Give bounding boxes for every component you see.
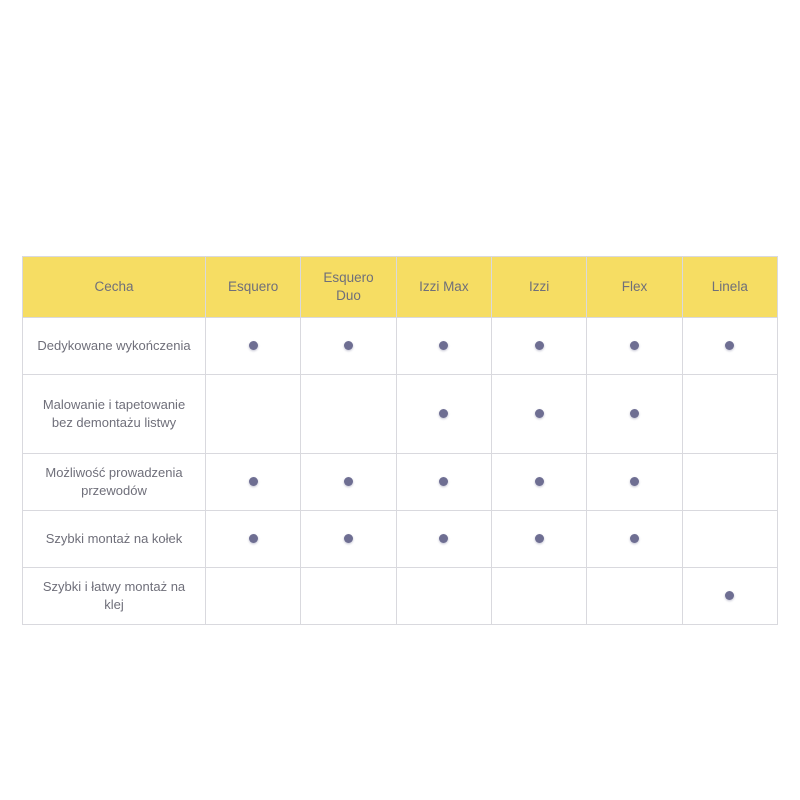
column-header-linela: Linela [682, 257, 777, 318]
column-header-flex: Flex [587, 257, 682, 318]
cell-izzi-max [396, 454, 491, 511]
feature-label: Dedykowane wykończenia [23, 318, 206, 375]
cell-izzi [491, 375, 586, 454]
column-header-cecha: Cecha [23, 257, 206, 318]
check-dot-icon [630, 409, 639, 418]
check-dot-icon [249, 477, 258, 486]
cell-esquero [206, 568, 301, 625]
cell-esquero [206, 454, 301, 511]
cell-flex [587, 318, 682, 375]
table-row [23, 568, 778, 625]
cell-esquero-duo [301, 454, 396, 511]
comparison-table-container [22, 256, 778, 625]
cell-izzi [491, 318, 586, 375]
check-dot-icon [630, 534, 639, 543]
cell-izzi-max [396, 318, 491, 375]
cell-linela [682, 318, 777, 375]
feature-label: Szybki i łatwy montaż na klej [23, 568, 206, 625]
table-body [23, 318, 778, 625]
table-row [23, 454, 778, 511]
feature-label: Możliwość prowadzenia przewodów [23, 454, 206, 511]
check-dot-icon [344, 477, 353, 486]
check-dot-icon [725, 591, 734, 600]
cell-flex [587, 375, 682, 454]
check-dot-icon [249, 534, 258, 543]
cell-esquero-duo [301, 568, 396, 625]
cell-izzi [491, 454, 586, 511]
check-dot-icon [630, 341, 639, 350]
cell-esquero [206, 318, 301, 375]
feature-label: Szybki montaż na kołek [23, 511, 206, 568]
column-header-esquero: Esquero [206, 257, 301, 318]
column-header-esquero-duo [301, 257, 396, 318]
check-dot-icon [344, 341, 353, 350]
cell-izzi [491, 511, 586, 568]
check-dot-icon [535, 409, 544, 418]
check-dot-icon [535, 477, 544, 486]
cell-izzi-max [396, 511, 491, 568]
cell-esquero [206, 375, 301, 454]
column-header-izzi: Izzi [491, 257, 586, 318]
cell-esquero-duo [301, 318, 396, 375]
cell-esquero-duo [301, 375, 396, 454]
check-dot-icon [439, 477, 448, 486]
table-header [23, 257, 778, 318]
cell-izzi-max [396, 375, 491, 454]
check-dot-icon [439, 409, 448, 418]
cell-linela [682, 375, 777, 454]
cell-flex [587, 454, 682, 511]
table-row [23, 375, 778, 454]
check-dot-icon [725, 341, 734, 350]
table-header-row [23, 257, 778, 318]
product-comparison-table [22, 256, 778, 625]
cell-linela [682, 454, 777, 511]
column-header-izzi-max: Izzi Max [396, 257, 491, 318]
cell-izzi-max [396, 568, 491, 625]
cell-linela [682, 511, 777, 568]
check-dot-icon [439, 341, 448, 350]
cell-esquero-duo [301, 511, 396, 568]
column-header-esquero-duo-line1: Esquero [323, 269, 374, 285]
check-dot-icon [344, 534, 353, 543]
cell-linela [682, 568, 777, 625]
table-row [23, 318, 778, 375]
cell-flex [587, 568, 682, 625]
check-dot-icon [249, 341, 258, 350]
check-dot-icon [535, 341, 544, 350]
check-dot-icon [630, 477, 639, 486]
table-row [23, 511, 778, 568]
cell-esquero [206, 511, 301, 568]
check-dot-icon [439, 534, 448, 543]
feature-label: Malowanie i tapetowanie bez demontażu listwy [23, 375, 206, 454]
cell-flex [587, 511, 682, 568]
check-dot-icon [535, 534, 544, 543]
cell-izzi [491, 568, 586, 625]
column-header-esquero-duo-line2: Duo [336, 288, 361, 303]
